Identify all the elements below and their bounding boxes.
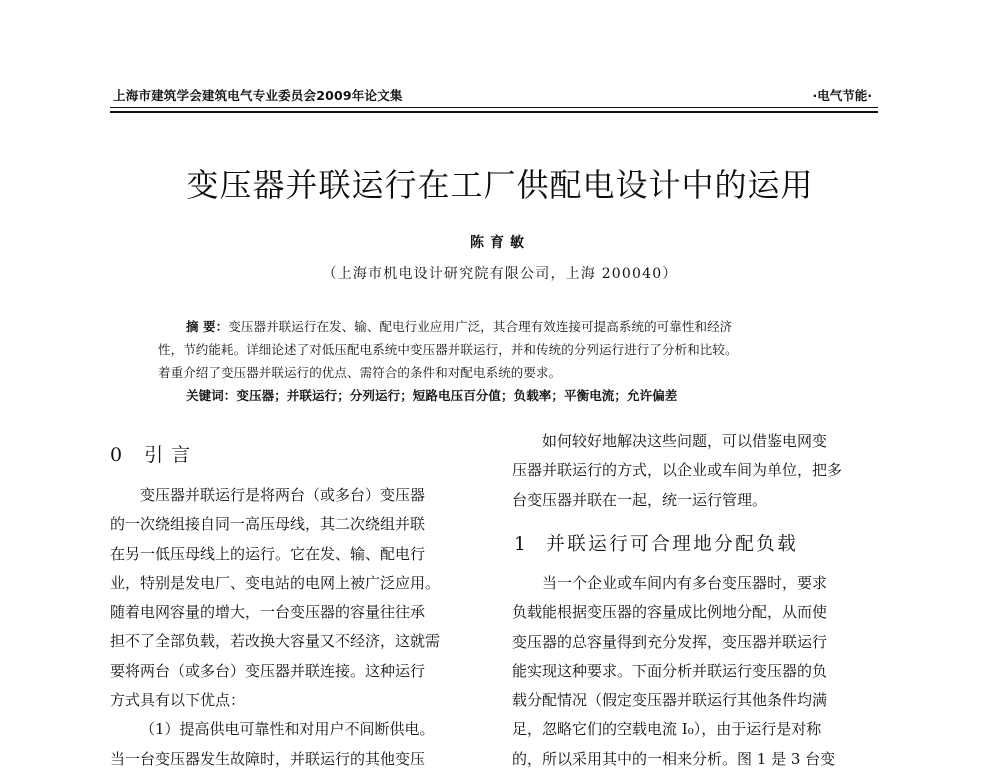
- abstract-block: [158, 315, 860, 407]
- abstract-line: 性，节约能耗。详细论述了对低压配电系统中变压器并联运行，并和传统的分列运行进行了分析和比较。: [158, 342, 738, 357]
- body-line: 要将两台（或多台）变压器并联连接。这种运行: [110, 661, 426, 680]
- section-title: 并联运行可合理地分配负载: [546, 534, 799, 555]
- body-line: 载分配情况（假定变压器并联运行其他条件均满: [512, 691, 828, 710]
- keywords-text: 变压器；并联运行；分列运行；短路电压百分值；负载率；平衡电流；允许偏差: [236, 388, 678, 403]
- body-line: 台变压器并联在一起，统一运行管理。: [512, 490, 768, 509]
- header-rule-thick: [110, 111, 878, 113]
- right-column-lower: [512, 569, 892, 774]
- body-line: 变压器并联运行是将两台（或多台）变压器: [140, 486, 426, 504]
- author-affiliation: （上海市机电设计研究院有限公司，上海 200040）: [322, 266, 678, 282]
- abstract-line: 着重介绍了变压器并联运行的优点、需符合的条件和对配电系统的要求。: [158, 365, 562, 380]
- section-number: 0: [110, 444, 131, 466]
- body-line: 业，特别是发电厂、变电站的电网上被广泛应用。: [110, 573, 441, 592]
- body-line: 在另一低压母线上的运行。它在发、输、配电行: [110, 544, 426, 563]
- body-line: 变压器的总容量得到充分发挥，变压器并联运行: [512, 632, 828, 651]
- abstract-text: 变压器并联运行在发、输、配电行业应用广泛，其合理有效连接可提高系统的可靠性和经济: [228, 319, 733, 334]
- paper-title: 变压器并联运行在工厂供配电设计中的运用: [186, 166, 814, 204]
- body-line: 足，忽略它们的空载电流 I₀），由于运行是对称: [512, 720, 822, 739]
- author-name: 陈育敏: [470, 235, 530, 251]
- right-column: [512, 427, 892, 515]
- body-line: 当一个企业或车间内有多台变压器时，要求: [542, 574, 828, 592]
- abstract-label: 摘 要：: [186, 319, 229, 334]
- header-rule-thin: [110, 107, 878, 108]
- body-line: 能实现这种要求。下面分析并联运行变压器的负: [512, 661, 828, 680]
- body-line: （1）提高供电可靠性和对用户不间断供电。: [140, 720, 435, 739]
- section-heading-load: [514, 530, 798, 556]
- body-line: 担不了全部负载，若改换大容量又不经济，这就需: [110, 632, 441, 651]
- journal-header: 上海市建筑学会建筑电气专业委员会2009年论文集: [113, 88, 403, 103]
- section-number: 1: [514, 534, 529, 555]
- keywords-line: [158, 384, 860, 407]
- body-line: 随着电网容量的增大，一台变压器的容量往往承: [110, 603, 426, 622]
- left-column: [110, 481, 490, 774]
- section-title: 引言: [144, 444, 199, 466]
- body-line: 负载能根据变压器的容量成比例地分配，从而使: [512, 603, 828, 622]
- body-line: 当一台变压器发生故障时，并联运行的其他变压: [110, 749, 426, 768]
- section-heading-intro: [110, 440, 198, 467]
- section-tag: ·电气节能·: [812, 88, 872, 103]
- body-line: 的一次绕组接自同一高压母线，其二次绕组并联: [110, 515, 426, 534]
- body-line: 如何较好地解决这些问题，可以借鉴电网变: [542, 432, 828, 450]
- body-line: 压器并联运行的方式，以企业或车间为单位，把多: [512, 461, 843, 480]
- keywords-label: 关键词：: [186, 388, 237, 403]
- body-line: 方式具有以下优点：: [110, 691, 246, 710]
- body-line: 的，所以采用其中的一相来分析。图 1 是 3 台变: [512, 749, 836, 768]
- abstract-line: [158, 315, 860, 338]
